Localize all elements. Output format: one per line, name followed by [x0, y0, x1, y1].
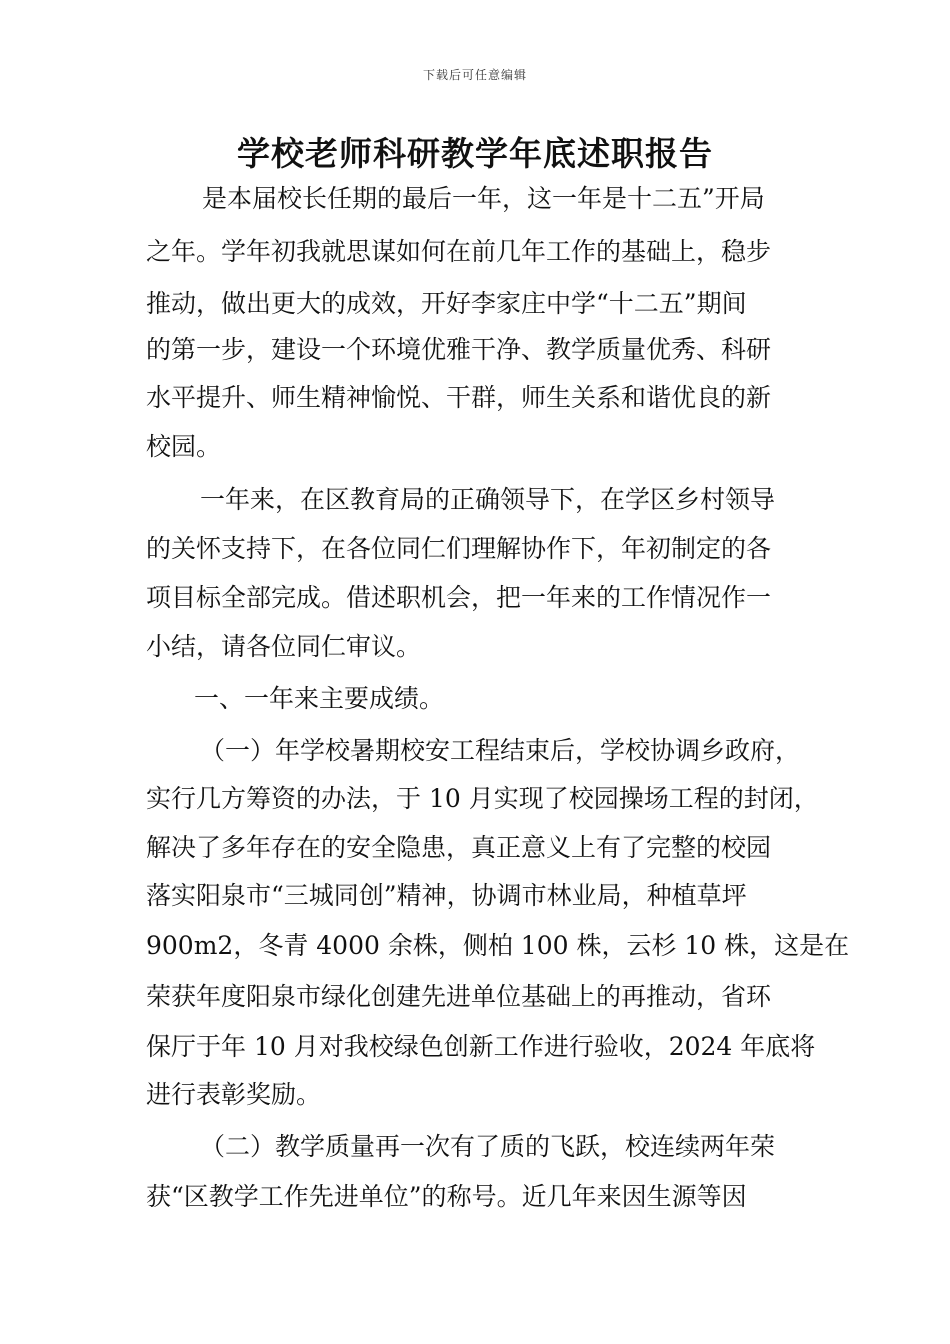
body-line: 一年来，在区教育局的正确领导下，在学区乡村领导: [200, 485, 776, 514]
body-line: 落实阳泉市“三城同创”精神，协调市林业局，种植草坪: [146, 881, 747, 910]
body-line: （一）年学校暑期校安工程结束后，学校协调乡政府，: [200, 736, 801, 765]
document-title: 学校老师科研教学年底述职报告: [237, 134, 713, 173]
body-line: 实行几方筹资的办法，于 10 月实现了校园操场工程的封闭，: [146, 784, 819, 813]
body-line: 水平提升、师生精神愉悦、干群，师生关系和谐优良的新: [146, 383, 772, 412]
body-line: 保厅于年 10 月对我校绿色创新工作进行验收，2024 年底将: [146, 1032, 816, 1061]
body-line: 获“区教学工作先进单位”的称号。近几年来因生源等因: [146, 1182, 747, 1211]
body-line: 小结，请各位同仁审议。: [146, 632, 422, 661]
body-line: 900m2，冬青 4000 余株，侧柏 100 株，云杉 10 株，这是在: [146, 931, 850, 960]
body-line: 荣获年度阳泉市绿化创建先进单位基础上的再推动，省环: [146, 982, 772, 1011]
body-line: 项目标全部完成。借述职机会，把一年来的工作情况作一: [146, 583, 772, 612]
section-heading: 一、一年来主要成绩。: [194, 684, 445, 713]
body-line: 的关怀支持下，在各位同仁们理解协作下，年初制定的各: [146, 534, 772, 563]
body-line: 之年。学年初我就思谋如何在前几年工作的基础上，稳步: [146, 237, 772, 266]
body-line: 推动，做出更大的成效，开好李家庄中学“十二五”期间: [146, 289, 747, 318]
body-line: （二）教学质量再一次有了质的飞跃，校连续两年荣: [200, 1132, 776, 1161]
body-line: 校园。: [146, 432, 222, 461]
page-header: 下载后可任意编辑: [422, 68, 527, 82]
body-line: 进行表彰奖励。: [146, 1080, 322, 1109]
body-line: 的第一步，建设一个环境优雅干净、教学质量优秀、科研: [146, 335, 772, 364]
body-line: 解决了多年存在的安全隐患，真正意义上有了完整的校园: [146, 833, 772, 862]
body-line: 是本届校长任期的最后一年，这一年是十二五”开局: [202, 184, 765, 213]
